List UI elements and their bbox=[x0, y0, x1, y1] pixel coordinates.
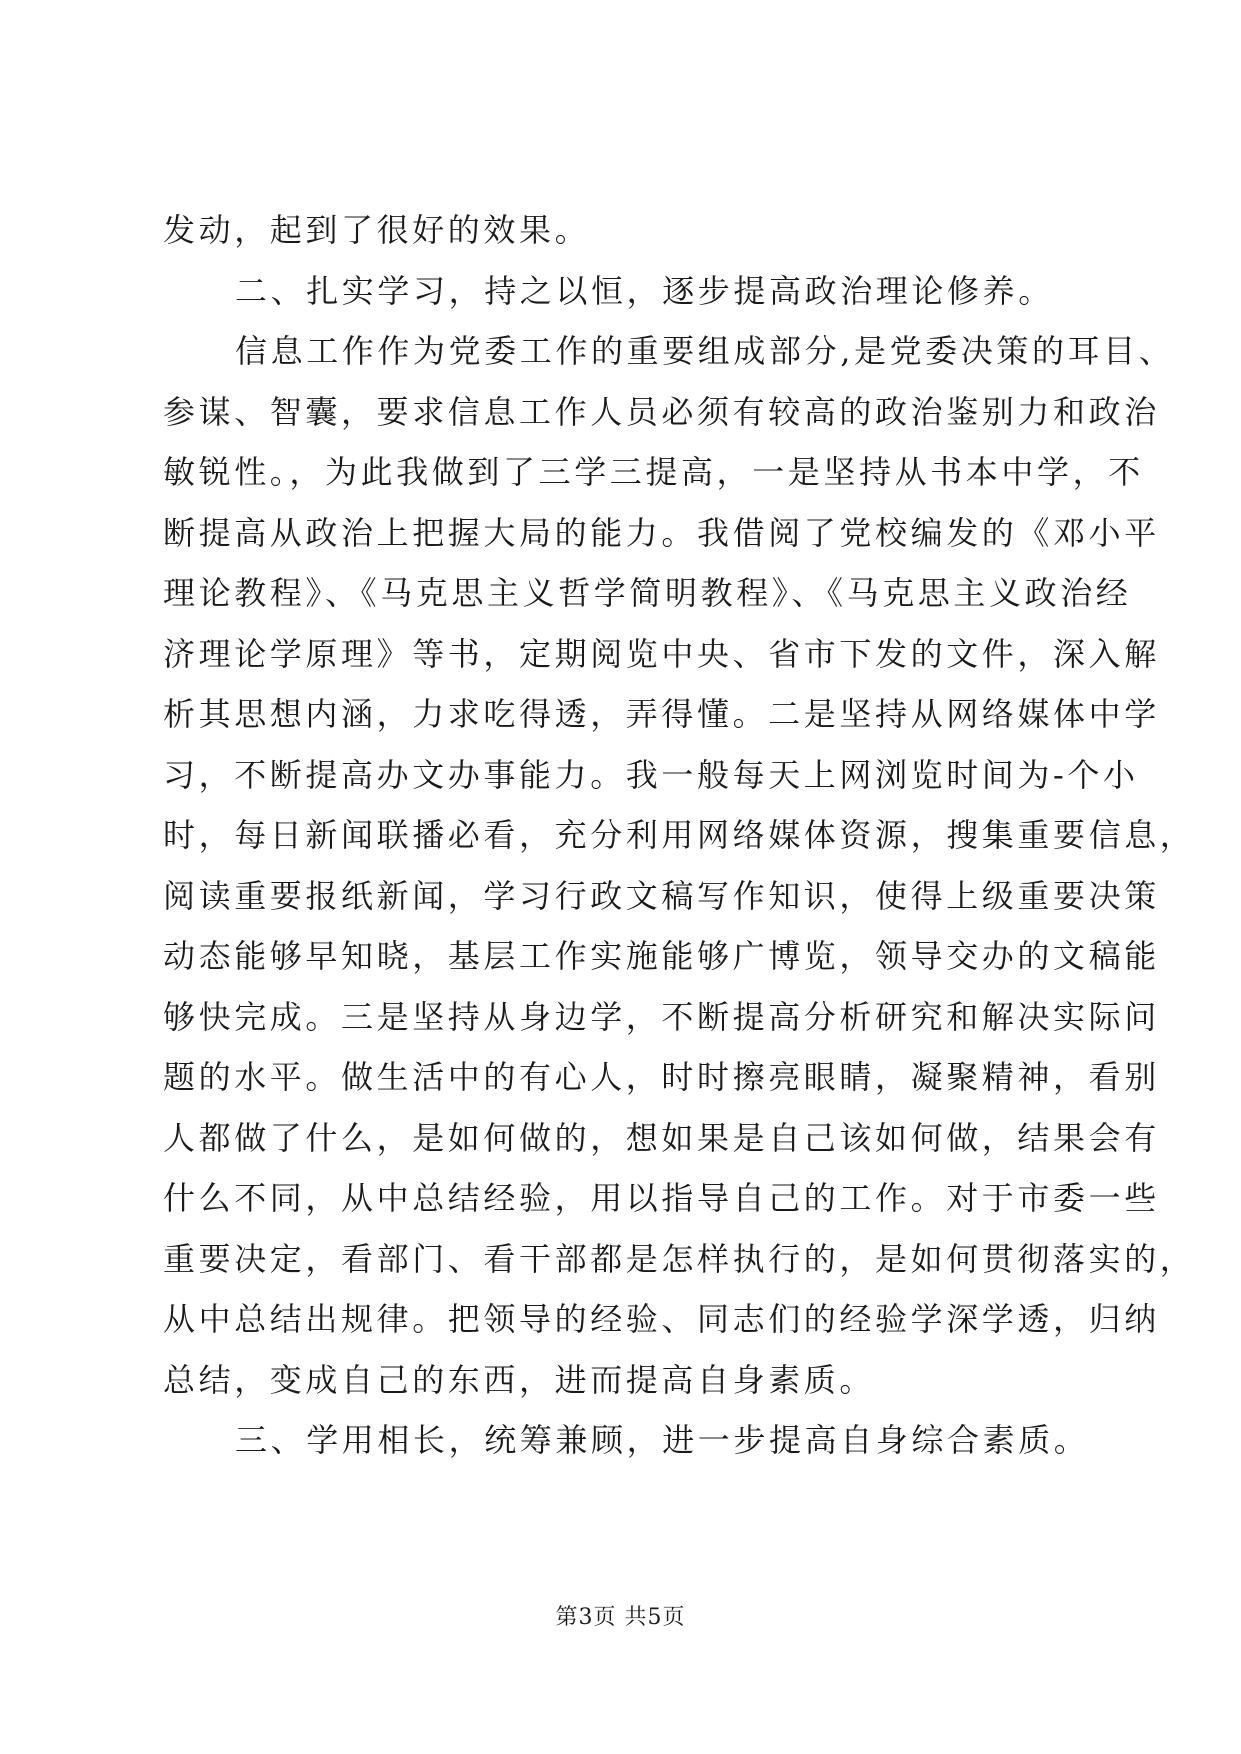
paragraph-line: 时，每日新闻联播必看，充分利用网络媒体资源，搜集重要信息， bbox=[163, 816, 1196, 854]
section-heading-2: 二、扎实学习，持之以恒，逐步提高政治理论修养。 bbox=[235, 271, 1054, 310]
paragraph-line: 阅读重要报纸新闻，学习行政文稿写作知识，使得上级重要决策 bbox=[163, 876, 1160, 915]
paragraph-line: 理论教程》、《马克思主义哲学简明教程》、《马克思主义政治经 bbox=[163, 574, 1132, 612]
paragraph-line: 人都做了什么，是如何做的，想如果是自己该如何做，结果会有 bbox=[163, 1118, 1160, 1157]
paragraph-line: 参谋、智囊，要求信息工作人员必须有较高的政治鉴别力和政治 bbox=[163, 392, 1160, 431]
page-footer bbox=[0, 1600, 1241, 1631]
section-heading-3: 三、学用相长，统筹兼顾，进一步提高自身综合素质。 bbox=[235, 1421, 1090, 1459]
document-body bbox=[163, 200, 1196, 1471]
paragraph-line: 什么不同，从中总结经验，用以指导自己的工作。对于市委一些 bbox=[163, 1179, 1160, 1217]
paragraph-line: 信息工作作为党委工作的重要组成部分,是党委决策的耳目、 bbox=[235, 332, 1175, 370]
paragraph-line: 断提高从政治上把握大局的能力。我借阅了党校编发的《邓小平 bbox=[163, 513, 1160, 552]
paragraph-line: 发动，起到了很好的效果。 bbox=[163, 211, 591, 249]
paragraph-line: 习，不断提高办文办事能力。我一般每天上网浏览时间为-个小 bbox=[163, 755, 1139, 794]
paragraph-line: 够快完成。三是坚持从身边学，不断提高分析研究和解决实际问 bbox=[163, 997, 1160, 1036]
paragraph-line: 敏锐性。，为此我做到了三学三提高，一是坚持从书本中学，不 bbox=[163, 453, 1144, 491]
paragraph-line: 重要决定，看部门、看干部都是怎样执行的，是如何贯彻落实的， bbox=[163, 1239, 1196, 1278]
paragraph-line: 动态能够早知晓，基层工作实施能够广博览，领导交办的文稿能 bbox=[163, 937, 1160, 975]
paragraph-line: 题的水平。做生活中的有心人，时时擦亮眼睛，凝聚精神，看别 bbox=[163, 1058, 1160, 1096]
paragraph-line: 济理论学原理》等书，定期阅览中央、省市下发的文件，深入解 bbox=[163, 634, 1160, 673]
paragraph-line: 总结，变成自己的东西，进而提高自身素质。 bbox=[163, 1360, 876, 1399]
page-number: 第3页 共5页 bbox=[555, 1605, 686, 1630]
paragraph-line: 析其思想内涵，力求吃得透，弄得懂。二是坚持从网络媒体中学 bbox=[163, 695, 1160, 733]
paragraph-line: 从中总结出规律。把领导的经验、同志们的经验学深学透，归纳 bbox=[163, 1300, 1160, 1338]
